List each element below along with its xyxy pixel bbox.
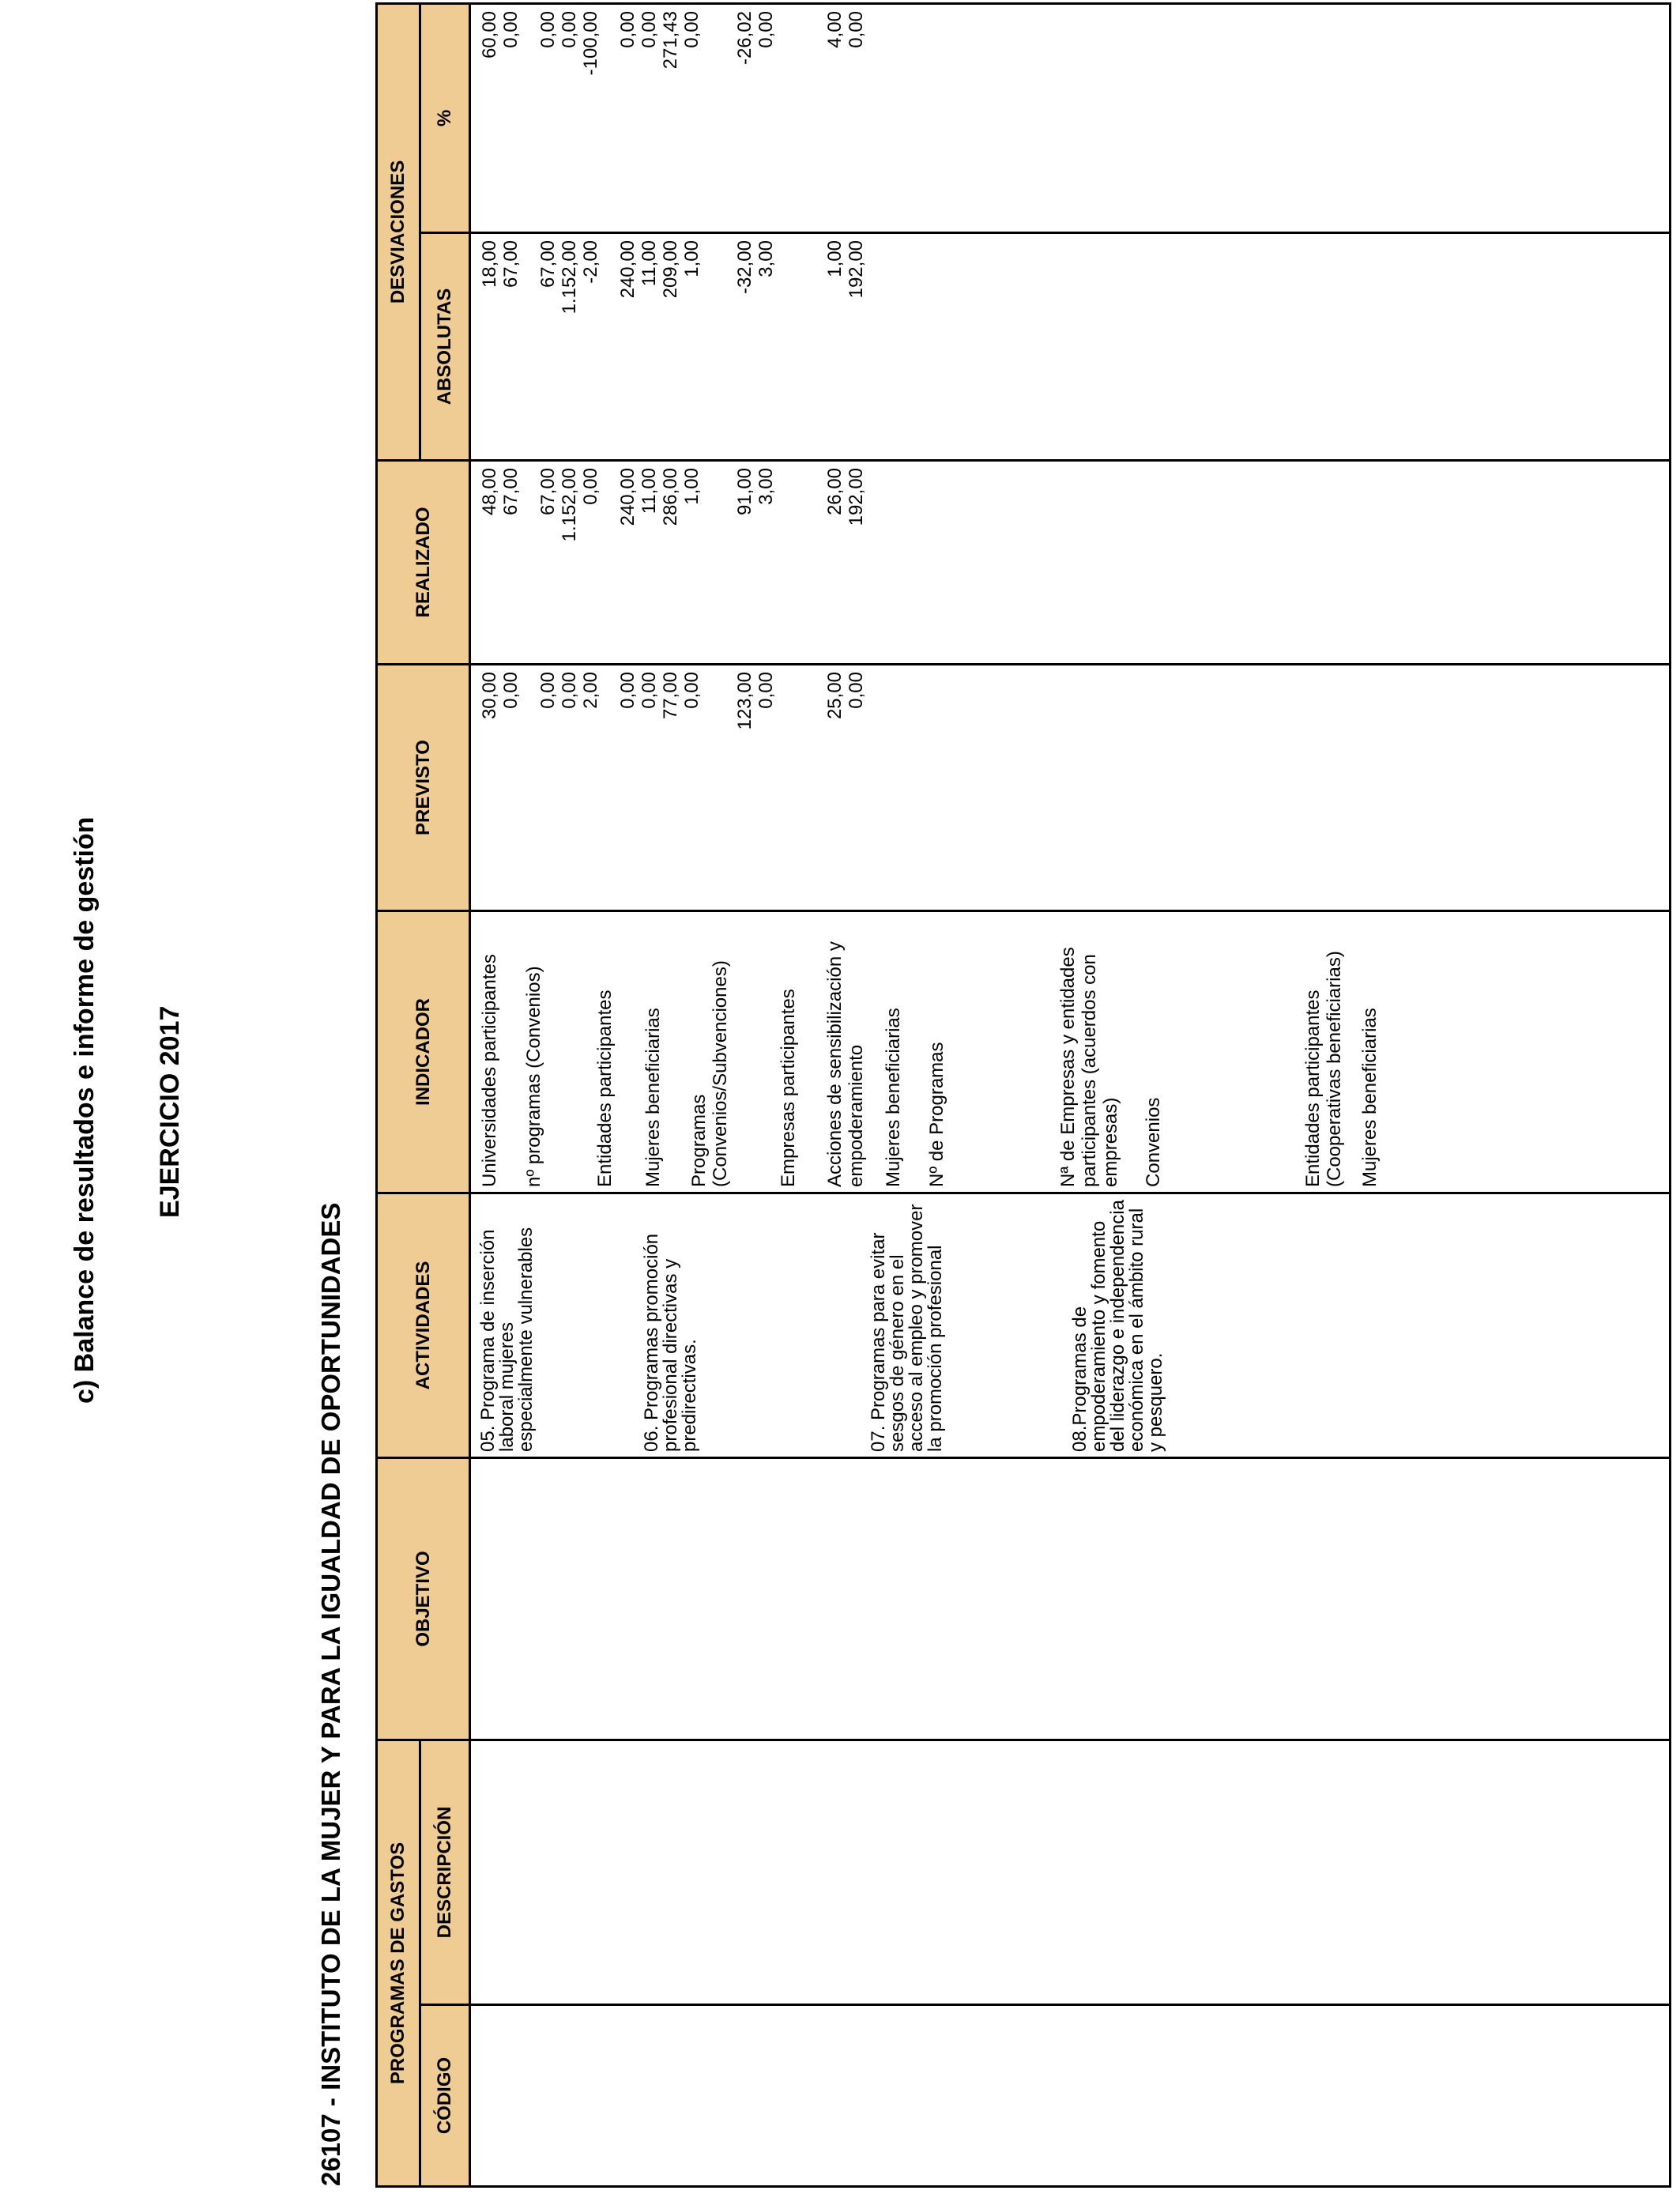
activity-06: 06. Programas promoción profesional directivas y predirectivas. xyxy=(641,1233,700,1452)
indicator-10: Nª de Empresas y entidades participantes (acuerdos con empresas) xyxy=(1057,947,1121,1187)
indicator-1: Universidades participantes xyxy=(479,954,500,1187)
realizado-value: 11,00 xyxy=(638,467,660,515)
absolutas-value: 67,00 xyxy=(537,239,559,288)
entity-title: 26107 - INSTITUTO DE LA MUJER Y PARA LA IGUALDAD DE OPORTUNIDADES xyxy=(316,1202,345,2186)
previsto-value: 0,00 xyxy=(846,671,867,709)
pct-value: 60,00 xyxy=(479,10,500,59)
pct-value: -26,02 xyxy=(734,10,755,66)
header-programas-gastos: PROGRAMAS DE GASTOS xyxy=(377,1740,420,2186)
pct-value: 0,00 xyxy=(537,10,559,48)
realizado-value: 91,00 xyxy=(734,467,755,516)
indicator-4: Mujeres beneficiarias xyxy=(642,1008,664,1187)
header-indicador: INDICADOR xyxy=(377,910,470,1193)
indicator-9: Nº de Programas xyxy=(926,1042,947,1187)
header-actividades: ACTIVIDADES xyxy=(377,1193,470,1457)
realizado-value: 67,00 xyxy=(537,467,559,516)
descripcion-cell xyxy=(470,1740,1671,2004)
pct-value: 0,00 xyxy=(500,10,522,48)
previsto-value: 0,00 xyxy=(617,671,638,709)
results-table xyxy=(375,2,1671,2188)
indicator-7: Acciones de sensibilización y empoderamiento xyxy=(824,941,867,1187)
absolutas-value: 240,00 xyxy=(617,239,638,299)
absolutas-value: 67,00 xyxy=(500,239,522,288)
realizado-value: 286,00 xyxy=(660,467,681,526)
pct-value: 271,43 xyxy=(660,10,681,70)
previsto-value: 77,00 xyxy=(660,671,681,720)
realizado-value: 0,00 xyxy=(580,467,601,505)
pct-value: -100,00 xyxy=(580,10,601,76)
previsto-value: 25,00 xyxy=(824,671,846,720)
pct-value: 0,00 xyxy=(617,10,638,48)
pct-value: 0,00 xyxy=(755,10,777,48)
previsto-value: 0,00 xyxy=(638,671,660,709)
activity-05: 05. Programa de inserción laboral mujeres especialmente vulnerables xyxy=(477,1227,537,1452)
codigo-cell xyxy=(470,2005,1671,2187)
absolutas-value: 192,00 xyxy=(846,239,867,299)
indicator-5: Programas (Convenios/Subvenciones) xyxy=(688,960,731,1187)
objetivo-cell xyxy=(470,1457,1671,1740)
indicator-2: nº programas (Convenios) xyxy=(523,966,544,1187)
absolutas-value: 1,00 xyxy=(824,239,846,277)
indicador-cell xyxy=(470,910,1671,1193)
indicator-8: Mujeres beneficiarias xyxy=(883,1008,904,1187)
pct-value: 0,00 xyxy=(638,10,660,48)
absolutas-value: 18,00 xyxy=(479,239,500,288)
realizado-value: 192,00 xyxy=(846,467,867,526)
absolutas-value: 11,00 xyxy=(638,239,660,287)
realizado-value: 67,00 xyxy=(500,467,522,516)
header-descripcion: DESCRIPCIÓN xyxy=(420,1740,470,2004)
previsto-value: 2,00 xyxy=(580,671,601,709)
pct-value: 4,00 xyxy=(824,10,846,48)
header-objetivo: OBJETIVO xyxy=(377,1457,470,1740)
header-realizado: REALIZADO xyxy=(377,460,470,664)
previsto-value: 123,00 xyxy=(734,671,755,730)
absolutas-value: 3,00 xyxy=(755,239,777,277)
realizado-value: 1.152,00 xyxy=(559,467,580,542)
realizado-value: 48,00 xyxy=(479,467,500,516)
absolutas-cell xyxy=(470,232,1671,460)
absolutas-value: 209,00 xyxy=(660,239,681,299)
pct-value: 0,00 xyxy=(846,10,867,48)
realizado-value: 240,00 xyxy=(617,467,638,526)
realizado-value: 3,00 xyxy=(755,467,777,505)
header-previsto: PREVISTO xyxy=(377,664,470,910)
header-desviaciones: DESVIACIONES xyxy=(377,3,420,460)
realizado-cell xyxy=(470,460,1671,664)
activity-07: 07. Programas para evitar sesgos de género en el acceso al empleo y promover la promoción profesional xyxy=(868,1204,946,1452)
previsto-value: 0,00 xyxy=(500,671,522,709)
previsto-value: 0,00 xyxy=(559,671,580,709)
pct-cell xyxy=(470,3,1671,232)
previsto-value: 0,00 xyxy=(537,671,559,709)
actividades-cell xyxy=(470,1193,1671,1457)
header-absolutas: ABSOLUTAS xyxy=(420,232,470,460)
indicator-3: Entidades participantes xyxy=(594,990,616,1187)
previsto-value: 0,00 xyxy=(681,671,703,709)
pct-value: 0,00 xyxy=(559,10,580,48)
indicator-12: Entidades participantes (Cooperativas beneficiarias) xyxy=(1302,951,1345,1187)
realizado-value: 26,00 xyxy=(824,467,846,516)
indicator-13: Mujeres beneficiarias xyxy=(1359,1008,1381,1187)
header-codigo: CÓDIGO xyxy=(420,2005,470,2187)
indicator-11: Convenios xyxy=(1143,1097,1164,1187)
absolutas-value: -32,00 xyxy=(734,239,755,295)
previsto-value: 30,00 xyxy=(479,671,500,720)
year-title: EJERCICIO 2017 xyxy=(155,1005,185,1218)
absolutas-value: 1.152,00 xyxy=(559,239,580,315)
pct-value: 0,00 xyxy=(681,10,703,48)
section-title: c) Balance de resultados e informe de gestión xyxy=(70,816,100,1404)
header-pct: % xyxy=(420,3,470,232)
previsto-cell xyxy=(470,664,1671,910)
previsto-value: 0,00 xyxy=(755,671,777,709)
indicator-6: Empresas participantes xyxy=(778,989,799,1187)
absolutas-value: 1,00 xyxy=(681,239,703,277)
realizado-value: 1,00 xyxy=(681,467,703,505)
absolutas-value: -2,00 xyxy=(580,239,601,284)
activity-08: 08.Programas de empoderamiento y fomento del liderazgo e independencia económica en el ámbito rural y pesquero. xyxy=(1069,1200,1166,1452)
